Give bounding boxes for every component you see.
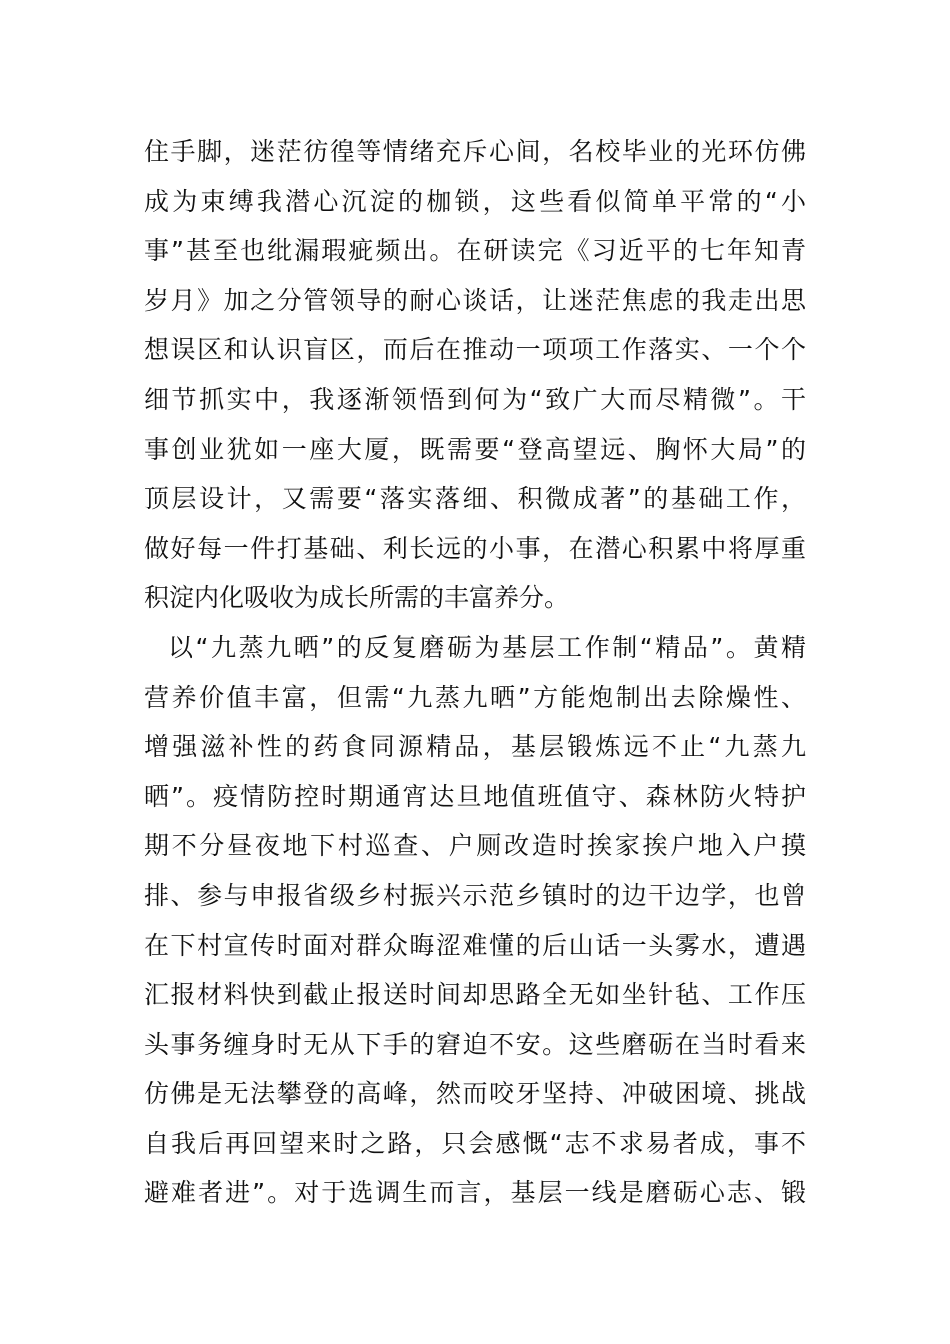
text-line: 期不分昼夜地下村巡查、户厕改造时挨家挨户地入户摸 [144, 831, 806, 861]
text-line: 事”甚至也纰漏瑕疵频出。在研读完《习近平的七年知青 [144, 236, 806, 266]
paragraph-first-line: 以“九蒸九晒”的反复磨砺为基层工作制“精品”。黄精 [168, 632, 806, 662]
text-line: 排、参与申报省级乡村振兴示范乡镇时的边干边学，也曾 [144, 880, 806, 910]
text-line: 晒”。疫情防控时期通宵达旦地值班值守、森林防火特护 [144, 781, 806, 811]
text-line: 想误区和认识盲区，而后在推动一项项工作落实、一个个 [144, 335, 806, 365]
text-line: 增强滋补性的药食同源精品，基层锻炼远不止“九蒸九 [144, 732, 806, 762]
text-line: 事创业犹如一座大厦，既需要“登高望远、胸怀大局”的 [144, 434, 806, 464]
text-line: 汇报材料快到截止报送时间却思路全无如坐针毡、工作压 [144, 980, 806, 1010]
text-line: 积淀内化吸收为成长所需的丰富养分。 [144, 583, 570, 613]
text-line: 头事务缠身时无从下手的窘迫不安。这些磨砺在当时看来 [144, 1029, 806, 1059]
text-line: 成为束缚我潜心沉淀的枷锁，这些看似简单平常的“小 [144, 186, 806, 216]
text-line: 自我后再回望来时之路，只会感慨“志不求易者成，事不 [144, 1128, 806, 1158]
text-line: 在下村宣传时面对群众晦涩难懂的后山话一头雾水，遭遇 [144, 930, 806, 960]
text-line: 细节抓实中，我逐渐领悟到何为“致广大而尽精微”。干 [144, 384, 806, 414]
text-line: 岁月》加之分管领导的耐心谈话，让迷茫焦虑的我走出思 [144, 285, 806, 315]
text-line: 顶层设计，又需要“落实落细、积微成著”的基础工作， [144, 484, 806, 514]
text-line: 仿佛是无法攀登的高峰，然而咬牙坚持、冲破困境、挑战 [144, 1079, 806, 1109]
text-line: 住手脚，迷茫彷徨等情绪充斥心间，名校毕业的光环仿佛 [144, 137, 806, 166]
body-text [144, 127, 806, 1218]
text-line: 避难者进”。对于选调生而言，基层一线是磨砺心志、锻 [144, 1178, 806, 1208]
text-line: 做好每一件打基础、利长远的小事，在潜心积累中将厚重 [144, 533, 806, 563]
text-line: 营养价值丰富，但需“九蒸九晒”方能炮制出去除燥性、 [144, 682, 806, 712]
